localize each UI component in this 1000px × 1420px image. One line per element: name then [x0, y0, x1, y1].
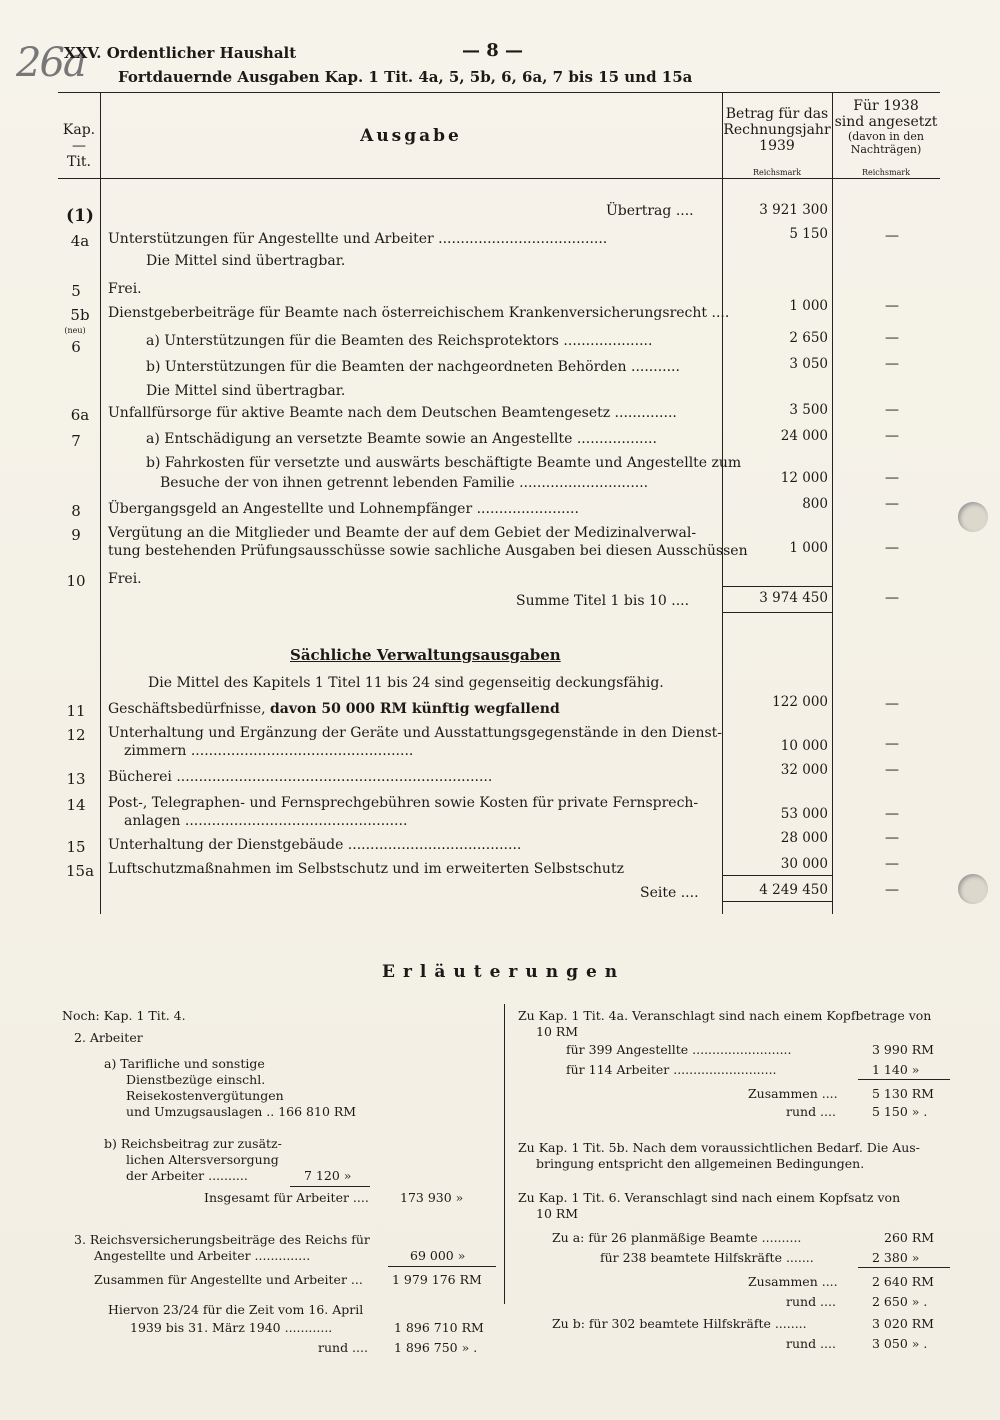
- left-line-11: 3. Reichsversicherungsbeiträge des Reichs für: [74, 1232, 370, 1247]
- right-c-line-2: 10 RM: [536, 1206, 579, 1221]
- right-c-line-6: rund ....: [786, 1294, 836, 1309]
- left-line-6: und Umzugsauslagen .. 166 810 RM: [126, 1104, 357, 1119]
- row-6b-prev: —: [885, 356, 899, 372]
- row-11-amount: 122 000: [772, 694, 828, 710]
- row-13-text: Bücherei .......................................................................: [108, 769, 493, 785]
- left-line-14: Hiervon 23/24 für die Zeit vom 16. April: [108, 1302, 364, 1317]
- right-a-line-5: Zusammen ....: [748, 1086, 838, 1101]
- left-line-5: Reisekostenvergütungen: [126, 1088, 284, 1103]
- table-header-rule: [58, 178, 940, 179]
- right-a-line-6-value: 5 150 » .: [872, 1104, 928, 1119]
- row-5b-prev: —: [885, 298, 899, 314]
- section-title: Sächliche Verwaltungsausgaben: [290, 646, 561, 664]
- row-6a2-prev: —: [885, 402, 899, 418]
- sum-rule-3: [722, 875, 832, 876]
- row-14-text-2: anlagen ..................................................: [124, 813, 408, 829]
- col-ausgabe: Ausgabe: [360, 126, 462, 146]
- row-12-prev: —: [885, 736, 899, 752]
- row-5b-amount: 1 000: [789, 298, 828, 314]
- seite-prev: —: [885, 882, 899, 898]
- row-10-text: Frei.: [108, 571, 142, 587]
- left-line-15: 1939 bis 31. März 1940 ............: [130, 1320, 333, 1335]
- table-top-rule: [58, 92, 940, 93]
- kap-number: (1): [66, 206, 94, 226]
- tit-6: 6: [71, 338, 81, 356]
- col-rule-kap: [100, 92, 101, 914]
- left-line-13: Zusammen für Angestellte und Arbeiter ...: [94, 1272, 363, 1287]
- right-c-line-5: Zusammen ....: [748, 1274, 838, 1289]
- left-line-2: 2. Arbeiter: [74, 1030, 143, 1045]
- right-c-line-3: Zu a: für 26 planmäßige Beamte ..........: [552, 1230, 802, 1245]
- summe-amount: 3 974 450: [759, 590, 828, 606]
- row-7b-prev: —: [885, 470, 899, 486]
- tit-9: 9: [71, 526, 81, 544]
- tit-15a: 15a: [65, 862, 95, 880]
- right-sum-rule-1: [858, 1079, 950, 1080]
- right-sum-rule-2: [858, 1267, 950, 1268]
- tit-12: 12: [66, 726, 86, 744]
- left-line-15-value: 1 896 710 RM: [394, 1320, 484, 1335]
- row-5b-neu: (neu): [64, 326, 86, 335]
- left-line-1: Noch: Kap. 1 Tit. 4.: [62, 1008, 186, 1023]
- header-title: XXV. Ordentlicher Haushalt: [64, 44, 297, 62]
- row-4a-text: Unterstützungen für Angestellte und Arbeiter ......................................: [108, 231, 608, 247]
- uebertrag-label: Übertrag ....: [606, 203, 694, 219]
- row-5-text: Frei.: [108, 281, 142, 297]
- right-c-line-4: für 238 beamtete Hilfskräfte .......: [600, 1250, 814, 1265]
- explanations-divider: [504, 1004, 505, 1304]
- right-a-line-3: für 399 Angestellte .........................: [566, 1042, 792, 1057]
- right-c-line-6-value: 2 650 » .: [872, 1294, 928, 1309]
- row-11-prev: —: [885, 696, 899, 712]
- right-a-line-3-value: 3 990 RM: [872, 1042, 934, 1057]
- left-line-10: Insgesamt für Arbeiter ....: [204, 1190, 369, 1205]
- row-14-amount: 53 000: [780, 806, 828, 822]
- left-line-9: der Arbeiter ..........: [126, 1168, 248, 1183]
- header-subtitle: Fortdauernde Ausgaben Kap. 1 Tit. 4a, 5, 5b, 6, 6a, 7 bis 15 und 15a: [118, 68, 693, 86]
- row-12-text-2: zimmern ..................................................: [124, 743, 414, 759]
- left-sum-rule-2: [388, 1266, 496, 1267]
- page-number: — 8 —: [462, 40, 524, 61]
- left-line-13-value: 1 979 176 RM: [392, 1272, 482, 1287]
- left-line-9-value: 7 120 »: [304, 1168, 352, 1183]
- left-line-8: lichen Altersversorgung: [126, 1152, 279, 1167]
- row-15a-amount: 30 000: [780, 856, 828, 872]
- left-line-7: b) Reichsbeitrag zur zusätz-: [104, 1136, 282, 1151]
- row-7a-text: a) Entschädigung an versetzte Beamte sowie an Angestellte ..................: [146, 431, 657, 447]
- row-7b-amount: 12 000: [780, 470, 828, 486]
- left-line-12: Angestellte und Arbeiter ..............: [94, 1248, 311, 1263]
- col-rule-betrag: [832, 92, 833, 914]
- right-c-line-5-value: 2 640 RM: [872, 1274, 934, 1289]
- sum-rule-4: [722, 901, 832, 902]
- col-fuer: Für 1938 sind angesetzt (davon in den Nachträgen): [834, 98, 938, 156]
- row-9-text-1: Vergütung an die Mitglieder und Beamte der auf dem Gebiet der Medizinalverwal-: [108, 525, 697, 541]
- tit-6a: 6a: [70, 406, 90, 424]
- seite-amount: 4 249 450: [759, 882, 828, 898]
- row-6-note: Die Mittel sind übertragbar.: [146, 383, 346, 399]
- row-7b-text-2: Besuche der von ihnen getrennt lebenden Familie .............................: [160, 475, 649, 491]
- tit-15: 15: [66, 838, 86, 856]
- right-a-line-6: rund ....: [786, 1104, 836, 1119]
- row-4a-note: Die Mittel sind übertragbar.: [146, 253, 346, 269]
- sum-rule-1: [722, 586, 832, 587]
- uebertrag-amount: 3 921 300: [759, 202, 828, 218]
- col-fuer-unit: Reichsmark: [861, 168, 911, 177]
- right-c-line-3-value: 260 RM: [884, 1230, 935, 1245]
- right-a-line-4: für 114 Arbeiter ..........................: [566, 1062, 777, 1077]
- col-betrag: Betrag für das Rechnungsjahr 1939: [723, 106, 831, 154]
- punch-hole-top: [958, 502, 988, 532]
- row-9-text-2: tung bestehenden Prüfungsausschüsse sowie sachliche Ausgaben bei diesen Ausschüssen: [108, 543, 748, 559]
- right-c-line-8: rund ....: [786, 1336, 836, 1351]
- tit-4a: 4a: [70, 232, 90, 250]
- section-note: Die Mittel des Kapitels 1 Titel 11 bis 24 sind gegenseitig deckungsfähig.: [148, 675, 664, 691]
- left-line-12-value: 69 000 »: [410, 1248, 466, 1263]
- punch-hole-bottom: [958, 874, 988, 904]
- row-6a-prev: —: [885, 330, 899, 346]
- row-14-prev: —: [885, 806, 899, 822]
- right-a-line-1: Zu Kap. 1 Tit. 4a. Veranschlagt sind nach einem Kopfbetrage von: [518, 1008, 932, 1023]
- row-9-prev: —: [885, 540, 899, 556]
- col-betrag-unit: Reichsmark: [752, 168, 802, 177]
- row-12-amount: 10 000: [780, 738, 828, 754]
- summe-prev: —: [885, 590, 899, 606]
- sum-rule-2: [722, 612, 832, 613]
- row-6a2-text: Unfallfürsorge für aktive Beamte nach dem Deutschen Beamtengesetz ..............: [108, 405, 677, 421]
- left-line-10-value: 173 930 »: [400, 1190, 464, 1205]
- right-c-line-4-value: 2 380 »: [872, 1250, 920, 1265]
- left-line-16: rund ....: [318, 1340, 368, 1355]
- row-4a-prev: —: [885, 228, 899, 244]
- row-13-amount: 32 000: [780, 762, 828, 778]
- col-kap: Kap. — Tit.: [62, 122, 96, 170]
- row-15a-prev: —: [885, 856, 899, 872]
- tit-5b: 5b: [70, 306, 90, 324]
- seite-label: Seite ....: [640, 885, 699, 901]
- row-15-amount: 28 000: [780, 830, 828, 846]
- row-9-amount: 1 000: [789, 540, 828, 556]
- right-b-line-2: bringung entspricht den allgemeinen Bedingungen.: [536, 1156, 865, 1171]
- row-6a2-amount: 3 500: [789, 402, 828, 418]
- row-8-text: Übergangsgeld an Angestellte und Lohnempfänger .......................: [108, 501, 579, 517]
- row-4a-amount: 5 150: [789, 226, 828, 242]
- row-15-prev: —: [885, 830, 899, 846]
- row-15a-text: Luftschutzmaßnahmen im Selbstschutz und im erweiterten Selbstschutz: [108, 861, 624, 877]
- tit-14: 14: [66, 796, 86, 814]
- right-c-line-8-value: 3 050 » .: [872, 1336, 928, 1351]
- row-13-prev: —: [885, 762, 899, 778]
- right-a-line-2: 10 RM: [536, 1024, 579, 1039]
- left-line-3: a) Tarifliche und sonstige: [104, 1056, 265, 1071]
- row-7b-text-1: b) Fahrkosten für versetzte und auswärts beschäftigte Beamte und Angestellte zum: [146, 455, 742, 471]
- right-c-line-1: Zu Kap. 1 Tit. 6. Veranschlagt sind nach einem Kopfsatz von: [518, 1190, 901, 1205]
- row-7a-prev: —: [885, 428, 899, 444]
- row-12-text-1: Unterhaltung und Ergänzung der Geräte und Ausstattungsgegenstände in den Dienst-: [108, 725, 723, 741]
- tit-7: 7: [71, 432, 81, 450]
- right-b-line-1: Zu Kap. 1 Tit. 5b. Nach dem voraussichtlichen Bedarf. Die Aus-: [518, 1140, 920, 1155]
- row-6a-amount: 2 650: [789, 330, 828, 346]
- summe-label: Summe Titel 1 bis 10 ....: [516, 593, 690, 609]
- right-c-line-7: Zu b: für 302 beamtete Hilfskräfte ........: [552, 1316, 807, 1331]
- right-a-line-5-value: 5 130 RM: [872, 1086, 934, 1101]
- tit-10: 10: [66, 572, 86, 590]
- row-7a-amount: 24 000: [780, 428, 828, 444]
- tit-5: 5: [71, 282, 81, 300]
- tit-13: 13: [66, 770, 86, 788]
- row-11-text: Geschäftsbedürfnisse, davon 50 000 RM künftig wegfallend: [108, 701, 560, 717]
- right-c-line-7-value: 3 020 RM: [872, 1316, 934, 1331]
- row-8-amount: 800: [802, 496, 828, 512]
- row-5b-text: Dienstgeberbeiträge für Beamte nach österreichischem Krankenversicherungsrecht ....: [108, 305, 730, 321]
- tit-8: 8: [71, 502, 81, 520]
- left-sum-rule-1: [290, 1186, 370, 1187]
- right-a-line-4-value: 1 140 »: [872, 1062, 920, 1077]
- explanations-title: Erläuterungen: [382, 962, 626, 982]
- col-rule-ausgabe: [722, 92, 723, 914]
- row-6b-text: b) Unterstützungen für die Beamten der nachgeordneten Behörden ...........: [146, 359, 680, 375]
- row-8-prev: —: [885, 496, 899, 512]
- left-line-4: Dienstbezüge einschl.: [126, 1072, 266, 1087]
- tit-11: 11: [66, 702, 86, 720]
- row-14-text-1: Post-, Telegraphen- und Fernsprechgebühren sowie Kosten für private Fernsprech-: [108, 795, 699, 811]
- handwritten-note: 26a: [16, 40, 85, 86]
- left-line-16-value: 1 896 750 » .: [394, 1340, 478, 1355]
- row-6b-amount: 3 050: [789, 356, 828, 372]
- row-6a-text: a) Unterstützungen für die Beamten des Reichsprotektors ....................: [146, 333, 653, 349]
- row-15-text: Unterhaltung der Dienstgebäude .......................................: [108, 837, 522, 853]
